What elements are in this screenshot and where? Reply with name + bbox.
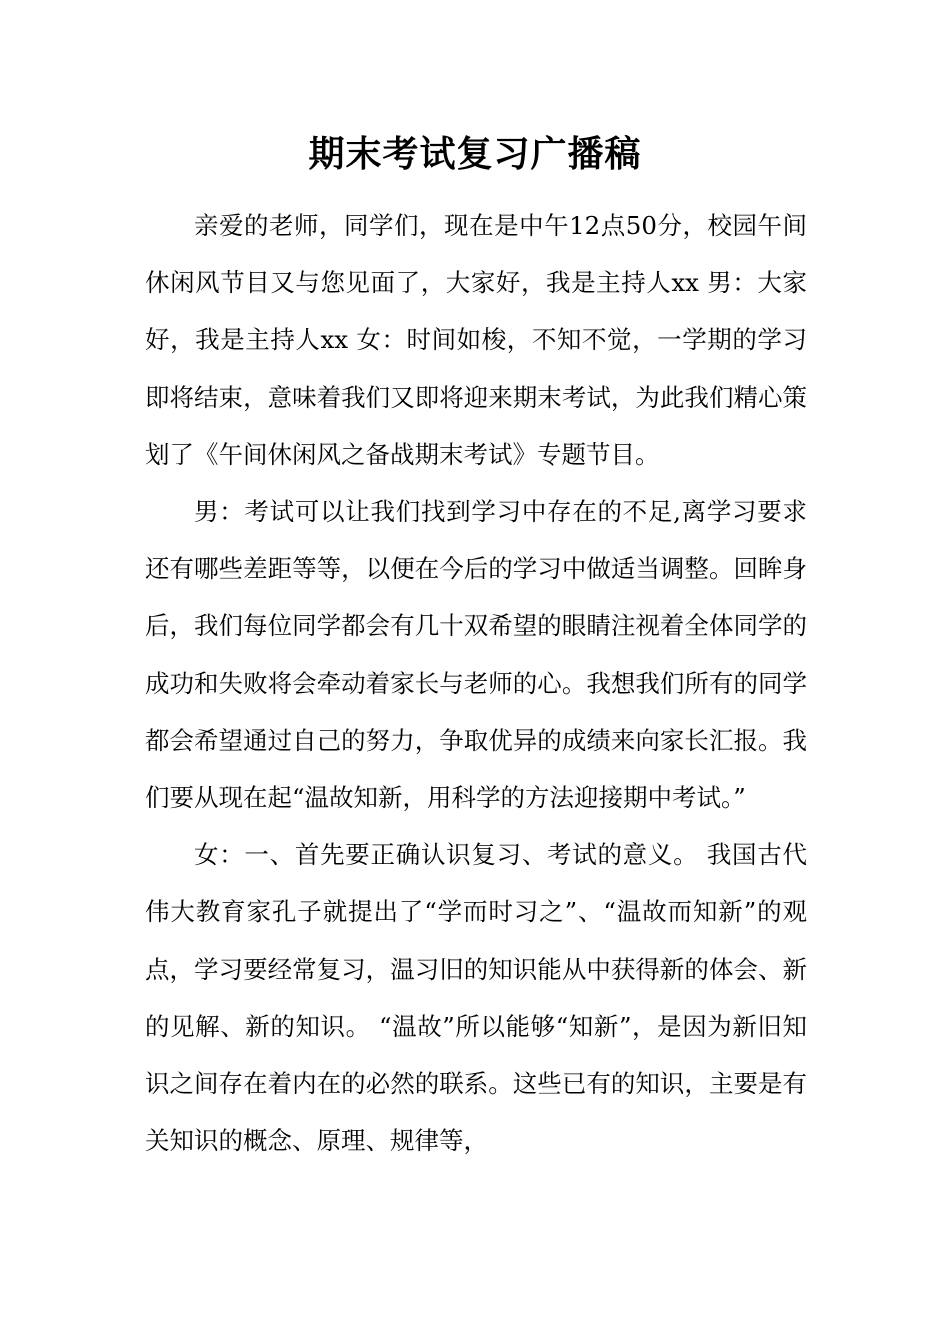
document-body (145, 197, 807, 1169)
paragraph-3: 女：一、首先要正确认识复习、考试的意义。 我国古代伟大教育家孔子就提出了“学而时习之”、“温故而知新”的观点，学习要经常复习，温习旧的知识能从中获得新的体会、新的见解、新的知识。 “温故”所以能够“知新”，是因为新旧知识之间存在着内在的必然的联系。这些已有的知识，主要是有关知识的概念、原理、规律等， (145, 840, 807, 1156)
paragraph-2: 男：考试可以让我们找到学习中存在的不足,离学习要求还有哪些差距等等，以便在今后的学习中做适当调整。回眸身后，我们每位同学都会有几十双希望的眼睛注视着全体同学的成功和失败将会牵动着家长与老师的心。我想我们所有的同学都会希望通过自己的努力，争取优异的成绩来向家长汇报。我们要从现在起“温故知新，用科学的方法迎接期中考试。” (145, 497, 807, 813)
paragraph-1: 亲爱的老师，同学们，现在是中午12点50分，校园午间休闲风节目又与您见面了，大家好，我是主持人xx 男：大家好，我是主持人xx 女：时间如梭，不知不觉，一学期的学习即将结束，意味着我们又即将迎来期末考试，为此我们精心策划了《午间休闲风之备战期末考试》专题节目。 (145, 211, 807, 469)
document-title: 期末考试复习广播稿 (308, 133, 642, 175)
